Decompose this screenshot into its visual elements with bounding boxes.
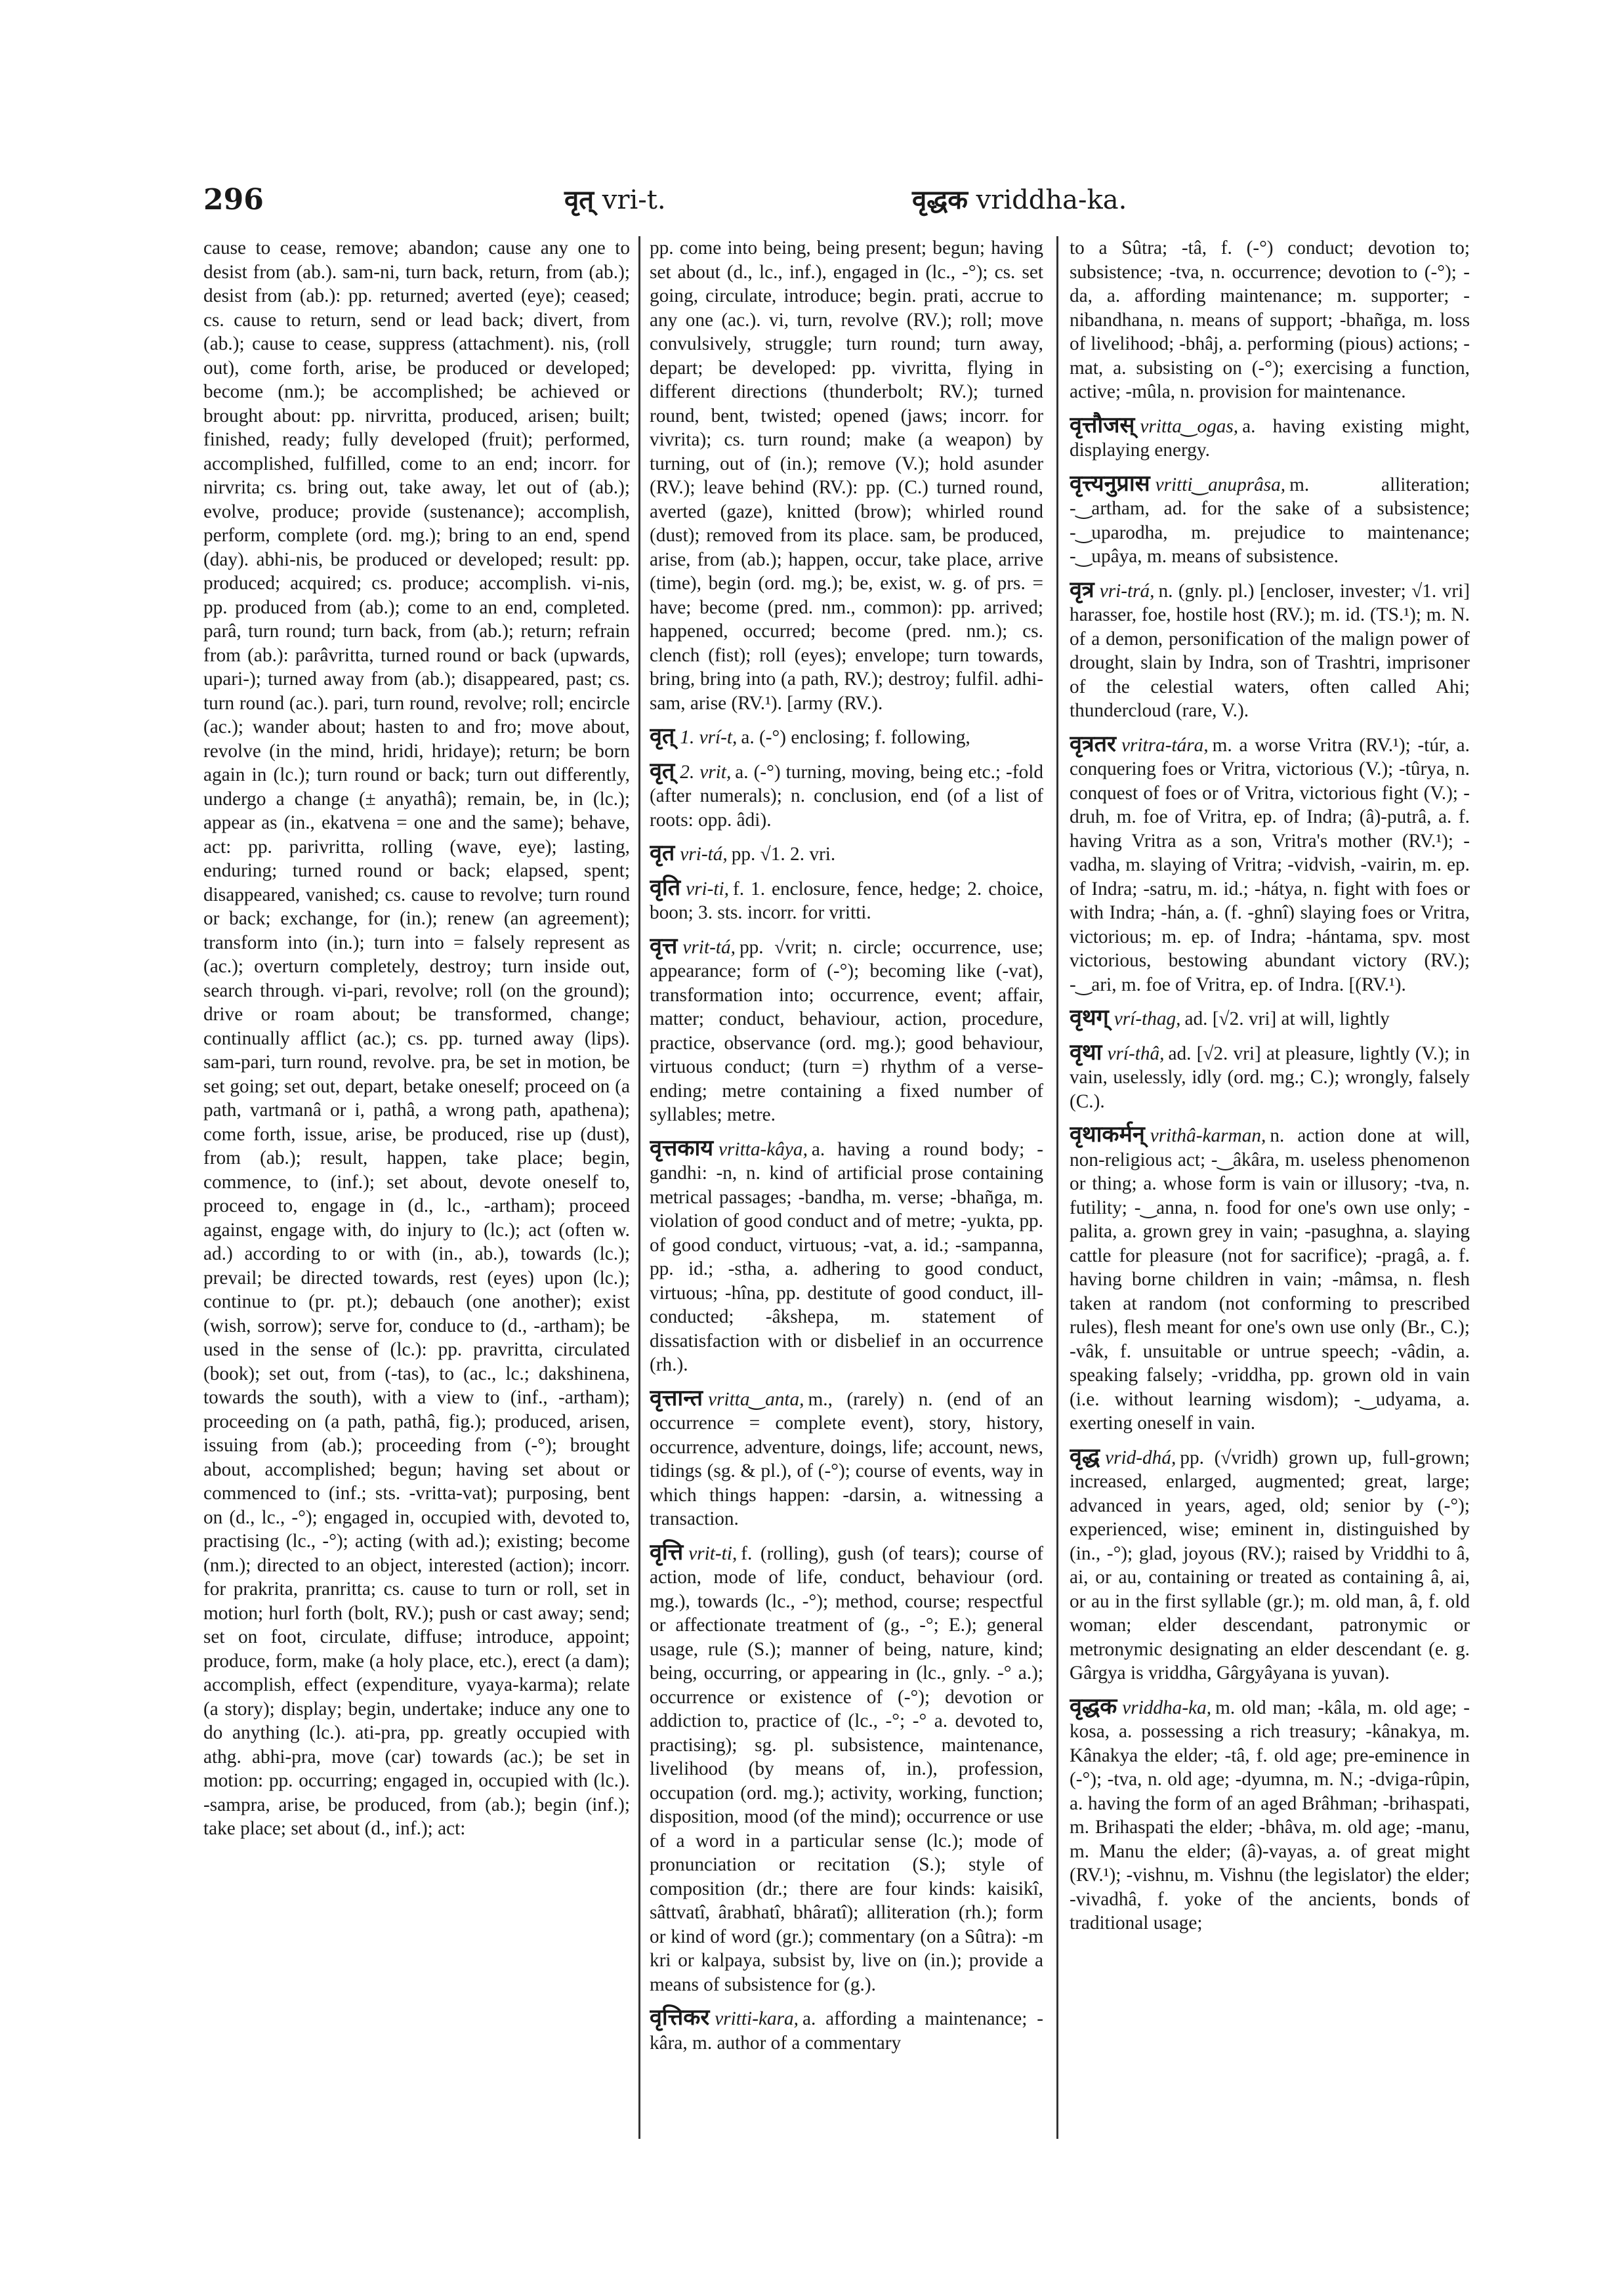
running-head-right-devanagari: वृद्धक — [912, 185, 968, 215]
entry-definition: n. (gnly. pl.) [encloser, invester; √1. vri] harasser, foe, hostile host (RV.); m. id. (TS.¹); m. N. of a demon, personification of the malign power of drought, slain by Indra, son of Trashtri, imprisoner of the celestial waters, often called Ahi; thundercloud (rare, V.). — [1070, 580, 1470, 721]
column-3-entries — [1070, 413, 1470, 1935]
entry-definition: a. (-°) turning, moving, being etc.; -fold (after numerals); n. conclusion, end (of a list of roots: opp. âdi). — [650, 761, 1043, 831]
dictionary-entry — [1070, 578, 1470, 723]
dictionary-entry — [1070, 1695, 1470, 1935]
entry-transliteration: vri-trá, — [1099, 580, 1155, 602]
entry-headword: वृत्तौजस् — [1070, 411, 1135, 438]
entry-headword: वृत्ति — [650, 1539, 684, 1565]
entry-definition: m. alliteration; -‿artham, ad. for the sake of a subsistence; -‿uparodha, m. prejudice to maintenance; -‿upâya, m. means of subsistence. — [1070, 474, 1470, 567]
running-head-left — [564, 177, 666, 223]
dictionary-entry — [650, 876, 1043, 925]
entry-transliteration: vritta-kâya, — [718, 1138, 808, 1160]
running-head-left-translit: vri-t. — [602, 185, 666, 215]
entry-transliteration: vritta‿ogas, — [1140, 415, 1239, 437]
entry-transliteration: vritta‿anta, — [708, 1388, 804, 1410]
entry-transliteration: 1. vrí-t, — [680, 727, 738, 748]
dictionary-entry — [650, 841, 1043, 867]
entry-transliteration: vri-ti, — [686, 878, 729, 899]
dictionary-entry — [650, 1540, 1043, 1997]
column-3 — [1070, 236, 1470, 2244]
entry-headword: वृत्र — [1070, 576, 1094, 603]
entry-definition: m. a worse Vritra (RV.¹); -túr, a. conquering foes or Vritra, victorious (V.); -tûrya, n. conquest of foes or of Vritra, victorious fight (V.); -druh, m. foe of Vritra, ep. of Indra; (â)-putrâ, a. f. having Vritra as a son, Vritra's mother (RV.¹); -vadha, m. slaying of Vritra; -vidvish, -vairin, m. ep. of Indra; -satru, m. id.; -hátya, n. fight with foes or with Indra; -hán, a. (f. -ghnî) slaying foes or Vritra, victorious; m. ep. of Indra; -hántama, spv. most victorious, bestowing abundant victory (RV.); -‿ari, m. foe of Vritra, ep. of Indra. [(RV.¹). — [1070, 734, 1470, 995]
dictionary-entry — [1070, 1445, 1470, 1685]
entry-transliteration: 2. vrit, — [680, 761, 732, 783]
entry-transliteration: vri-tá, — [680, 844, 728, 865]
entry-headword: वृत् — [650, 757, 675, 784]
dictionary-entry — [1070, 1006, 1470, 1031]
entry-headword: वृथग् — [1070, 1004, 1109, 1031]
dictionary-entry — [1070, 472, 1470, 569]
entry-definition: pp. (√vridh) grown up, full-grown; increased, enlarged, augmented; great, large; advanced in years, aged, old; senior by (-°); experienced, wise; eminent in, distinguished by (in., -°); glad, joyous (RV.); raised by Vriddhi to â, ai, or au, containing or treated as containing â, ai, or au in the first syllable (gr.); m. old man, â, f. old woman; elder descendant, patronymic or metronymic designating an elder descendant (e. g. Gârgya is vriddha, Gârgyâyana is yuvan). — [1070, 1447, 1470, 1684]
entry-headword: वृत्तकाय — [650, 1134, 714, 1161]
entry-definition: pp. √1. 2. vri. — [731, 844, 836, 865]
entry-definition: a. affording a maintenance; -kâra, m. author of a commentary — [650, 2008, 1043, 2054]
entry-transliteration: vritti-kara, — [715, 2008, 799, 2029]
entry-headword: वृथा — [1070, 1039, 1102, 1065]
entry-definition: pp. √vrit; n. circle; occurrence, use; appearance; form of (-°); becoming like (-vat), transformation into; occurrence, event; affair, matter; conduct, behaviour, action, procedure, practice, observance (ord. mg.); good behaviour, virtuous conduct; (turn =) rhythm of a verse-ending; metre containing a fixed number of syllables; metre. — [650, 936, 1043, 1125]
column-divider — [638, 236, 640, 2139]
running-head-right-translit: vriddha-ka. — [976, 185, 1127, 215]
entry-transliteration: vrithâ-karman, — [1150, 1125, 1266, 1146]
entry-headword: वृत — [650, 840, 675, 866]
entry-headword: वृद्ध — [1070, 1443, 1100, 1470]
dictionary-entry — [1070, 413, 1470, 463]
column-divider — [1056, 236, 1058, 2139]
entry-headword: वृत्त — [650, 932, 678, 959]
entry-transliteration: vritti‿anuprâsa, — [1155, 474, 1286, 495]
column-3-continuation: to a Sûtra; -tâ, f. (-°) conduct; devotion to; subsistence; -tva, n. occurrence; devotion to (-°); -da, a. affording maintenance; m. supporter; -nibandhana, n. means of support; -bhañga, m. loss of livelihood; -bhâj, a. performing (pious) actions; -mat, a. subsisting on (-°); exercising a function, active; -mûla, n. provision for maintenance. — [1070, 238, 1470, 402]
entry-definition: ad. [√2. vri] at will, lightly — [1184, 1008, 1390, 1029]
page-number: 296 — [203, 183, 264, 217]
running-head-left-devanagari: वृत् — [564, 185, 594, 215]
dictionary-entry — [1070, 1041, 1470, 1114]
entry-headword: वृत्रतर — [1070, 730, 1116, 757]
dictionary-entry — [650, 934, 1043, 1127]
entry-definition: f. (rolling), gush (of tears); course of action, mode of life, conduct, behaviour (ord. mg.), towards (lc., -°); method, course; respectful or affectionate treatment of (g., -°; E.); general usage, rule (S.); manner of being, nature, kind; being, occurring, or appearing in (lc., gnly. -° a.); occurrence or existence of (-°); devotion or addiction to, practice of (lc., -°; -° a. devoted to, practising); sg. pl. subsistence, maintenance, livelihood (by means of, in.), profession, occupation (ord. mg.); activity, working, function; disposition, mood (of the mind); occurrence or use of a word in a particular sense (lc.); mode of pronunciation or recitation (S.); style of composition (dr.; there are four kinds: kaisikî, sâttvatî, ârabhatî, bhâratî); alliteration (rh.); form or kind of word (gr.); commentary (on a Sûtra): -m kri or kalpaya, subsist by, live on (in.); provide a means of subsistence for (g.). — [650, 1542, 1043, 1995]
entry-definition: a. having existing might, displaying energy. — [1070, 415, 1470, 461]
dictionary-entry — [1070, 732, 1470, 997]
column-2-entries — [650, 724, 1043, 2055]
entry-transliteration: vrit-tá, — [682, 936, 736, 958]
entry-transliteration: vritra-tára, — [1121, 734, 1209, 756]
entry-transliteration: vrit-ti, — [688, 1542, 738, 1564]
entry-headword: वृद्धक — [1070, 1693, 1117, 1720]
dictionary-entry — [1070, 1123, 1470, 1436]
entry-definition: n. action done at will, non-religious act; -‿âkâra, m. useless phenomenon or thing; a. whose form is vain or illusory; -tva, n. futility; -‿anna, n. food for one's own use only; -palita, a. grown grey in vain; -pasughna, a. slaying cattle for pleasure (not for sacrifice); -pragâ, a. f. having borne children in vain; -mâmsa, n. flesh taken at random (not conforming to prescribed rules), flesh meant for one's own use only (Br., C.); -vâk, f. unsuitable or untrue speech; -vâdin, a. speaking falsely; -vriddha, pp. grown old in vain (i.e. without learning wisdom); -‿udyama, a. exerting oneself in vain. — [1070, 1125, 1470, 1434]
entry-headword: वृत् — [650, 723, 675, 749]
entry-transliteration: vrí-thag, — [1114, 1008, 1181, 1029]
dictionary-entry — [650, 1136, 1043, 1377]
entry-transliteration: vriddha-ka, — [1122, 1697, 1212, 1718]
column-1 — [203, 236, 630, 2244]
column-2 — [650, 236, 1043, 2244]
entry-headword: वृत्तिकर — [650, 2004, 710, 2031]
entry-definition: ad. [√2. vri] at pleasure, lightly (V.); in vain, uselessly, idly (ord. mg.; C.); wrongly, falsely (C.). — [1070, 1043, 1470, 1112]
running-head-right — [912, 177, 1127, 223]
entry-definition: a. having a round body; -gandhi: -n, n. kind of artificial prose containing metrical passages; -bandha, m. verse; -bhañga, m. violation of good conduct and of metre; -yukta, pp. of good conduct, virtuous; -vat, a. id.; -sampanna, pp. id.; -stha, a. adhering to good conduct, virtuous; -hîna, pp. destitute of good conduct, ill-conducted; -âkshepa, m. statement of dissatisfaction with or disbelief in an occurrence (rh.). — [650, 1138, 1043, 1375]
dictionary-entry — [650, 759, 1043, 833]
entry-definition: a. (-°) enclosing; f. following, — [741, 727, 970, 748]
entry-headword: वृथाकर्मन् — [1070, 1121, 1145, 1148]
dictionary-entry — [650, 724, 1043, 750]
dictionary-entry — [650, 1386, 1043, 1531]
entry-definition: m., (rarely) n. (end of an occurrence = complete event), story, history, occurrence, adventure, doings, life; account, news, tidings (sg. & pl.), of (-°); course of events, way in which things happen: -darsin, a. witnessing a transaction. — [650, 1388, 1043, 1529]
entry-headword: वृत्तान्त — [650, 1384, 703, 1411]
dictionary-entry — [650, 2006, 1043, 2055]
entry-headword: वृति — [650, 874, 681, 901]
column-1-text: cause to cease, remove; abandon; cause any one to desist from (ab.). sam-ni, turn back, return, from (ab.); desist from (ab.): pp. returned; averted (eye); ceased; cs. cause to return, send or lead back; divert, from (ab.); cause to cease, suppress (attachment). nis, (roll out), come forth, arise, be produced or developed; become (nm.); be accomplished; be achieved or brought about: pp. nirvritta, produced, arisen; built; finished, ready; fully developed (fruit); performed, accomplished, fulfilled, come to an end; incorr. for nirvrita; cs. bring out, take away, let out of (ab.); evolve, produce; provide (sustenance); accomplish, perform, complete (ord. mg.); bring to an end, spend (day). abhi-nis, be produced or developed; result: pp. produced; acquired; cs. produce; accomplish. vi-nis, pp. produced from (ab.); come to an end, completed. parâ, turn round; turn back, from (ab.); return; refrain from (ab.): parâvritta, turned round or back (upwards, upari-); turned away from (ab.); disappeared, past; cs. turn round (ac.). pari, turn round, revolve; roll; encircle (ac.); wander about; hasten to and fro; move about, revolve (in the mind, hridi, hridaye); return; be born again in (lc.); turn round or back; turn out differently, undergo a change (± anyathâ); remain, be, in (lc.); appear as (in., ekatvena = one and the same); behave, act: pp. parivritta, rolling (wave, eye); lasting, enduring; turned round or back; elapsed, spent; disappeared, vanished; cs. cause to revolve; turn round or back; exchange, for (in.); renew (an agreement); transform into (in.); turn into = falsely represent as (ac.); overturn completely, destroy; turn inside out, search through. vi-pari, revolve; roll (on the ground); drive or roam about; be transformed, change; continually afflict (ac.); cs. pp. turned away (lips). sam-pari, turn round, revolve. pra, be set in motion, be set going; set out, depart, betake oneself; proceed on (a path, vartmanâ or i, pathâ, a wrong path, apathena); come forth, issue, arise, be produced, rise up (dust), from (ab.); result, happen, take place; begin, commence, to (inf.); set about, devote oneself to, proceed to, engage in (d., lc., -artham); proceed against, engage with, do injury to (lc.); act (often w. ad.) according to or with (in., ab.), towards (lc.); prevail; be directed towards, rest (eyes) upon (lc.); continue to (pr. pt.); debauch (one another); exist (wish, sorrow); serve for, conduce to (d., -artham); be used in the sense of (lc.): pp. pravritta, circulated (book); set out, from (-tas), to (ac., lc.; dakshinena, towards the south), with a view to (inf., -artham); proceeding on (a path, pathâ, fig.); produced, arisen, issuing from (ab.); proceeding from (-°); brought about, accomplished; begun; having set about or commenced to (inf.; sts. -vritta-vat); purposing, bent on (d., lc., -°); engaged in, occupied with, devoted to, practising (lc., -°); acting (with ad.); existing; become (nm.); directed to an object, interested (action); incorr. for prakrita, pranritta; cs. cause to turn or roll, set in motion; hurl forth (bolt, RV.); push or cast away; send; set on foot, circulate, diffuse; introduce, appoint; produce, form, make (a holy place, etc.), erect (a dam); accomplish, effect (expenditure, vyaya-karma); relate (a story); display; begin, undertake; induce any one to do anything (lc.). ati-pra, pp. greatly occupied with athg. abhi-pra, move (car) towards (ac.); be set in motion: pp. occurring; engaged in, occupied with (lc.). -sampra, arise, be produced, from (ab.); begin (inf.); take place; set about (d., inf.); act: — [203, 238, 630, 1839]
entry-definition: m. old man; -kâla, m. old age; -kosa, a. possessing a rich treasury; -kânakya, m. Kânakya the elder; -tâ, f. old age; pre-eminence in (-°); -tva, n. old age; -dyumna, m. N.; -dviga-rûpin, a. having the form of an aged Brâhman; -brihaspati, m. Brihaspati the elder; -bhâva, m. old age; -manu, m. Manu the elder; (â)-vayas, a. of great might (RV.¹); -vishnu, m. Vishnu (the legislator) the elder; -vivadhâ, f. yoke of the ancients, bonds of traditional usage; — [1070, 1697, 1470, 1933]
entry-transliteration: vrid-dhá, — [1105, 1447, 1176, 1468]
column-2-continuation: pp. come into being, being present; begun; having set about (d., lc., inf.), engaged in (lc., -°); cs. set going, circulate, introduce; begin. prati, accrue to any one (ac.). vi, turn, revolve (RV.); roll; move convulsively, struggle; turn round; turn away, depart; be developed: pp. vivritta, flying in different directions (thunderbolt; RV.); turned round, bent, twisted; opened (jaws; incorr. for vivrita); cs. turn round; make (a weapon) by turning, out of (in.); remove (V.); hold asunder (RV.); leave behind (RV.): pp. (C.) turned round, averted (gaze), knitted (brow); whirled round (dust); removed from its place. sam, be produced, arise, from (ab.); happen, occur, take place, arrive (time), begin (ord. mg.); be, exist, w. g. of prs. = have; become (pred. nm., common): pp. arrived; happened, occurred; become (pred. nm.); cs. clench (fist); roll (eyes); envelope; turn towards, bring, bring into (a path, RV.); destroy; fulfil. adhi-sam, arise (RV.¹). [army (RV.). — [650, 238, 1043, 714]
entry-definition: f. 1. enclosure, fence, hedge; 2. choice, boon; 3. sts. incorr. for vritti. — [650, 878, 1043, 923]
entry-transliteration: vrí-thâ, — [1107, 1043, 1165, 1064]
entry-headword: वृत्त्यनुप्रास — [1070, 470, 1150, 497]
